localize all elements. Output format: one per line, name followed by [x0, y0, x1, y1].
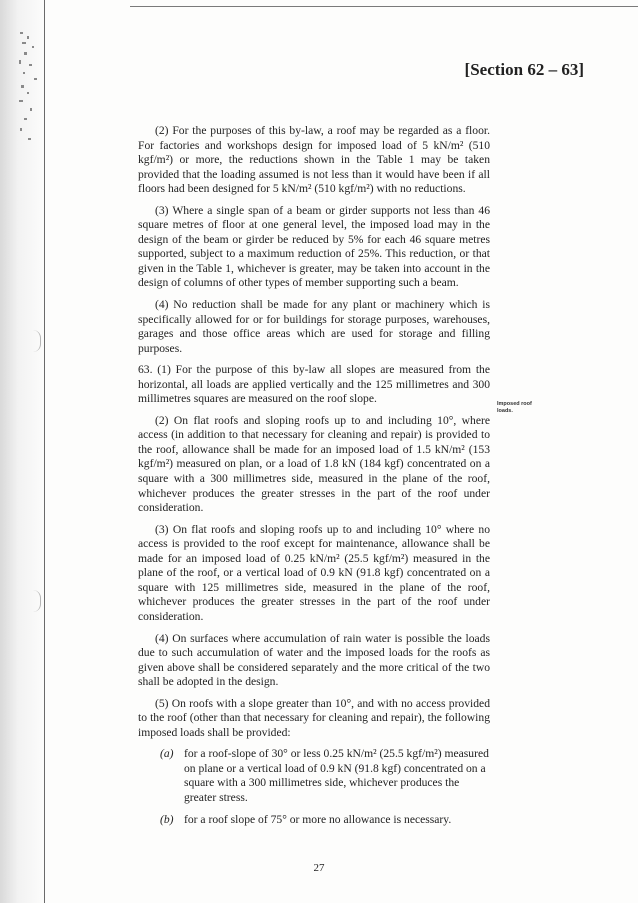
paragraph-63-1: 63. (1) For the purpose of this by-law all slopes are measured from the horizontal, all loads are applied vertically and the 125 millimetres and 300 millimetres squares are measured on the roof slope.: [138, 363, 490, 406]
margin-note: Imposed roof loads.: [497, 401, 532, 414]
page-number: 27: [313, 862, 325, 874]
paragraph-63-3: (3) On flat roofs and sloping roofs up to and including 10° where no access is provided to the roof except for maintenance, allowance shall be made for an imposed load of 0.25 kN/m² (25.5 kgf/m²) measured in the plane of the roof, or a vertical load of 0.9 kN (91.8 kgf) concentrated on a square with 125 millimetres side, measured in the plane of the roof, whichever produces the greater stresses in the part of the roof under consideration.: [138, 522, 490, 623]
paragraph-63-2: (2) On flat roofs and sloping roofs up to and including 10°, where access (in addition to that necessary for cleaning and repair) is provided to the roof, allowance shall be made for an imposed load of 1.5 kN/m² (153 kgf/m²) measured on plan, or a load of 1.8 kN (184 kgf) concentrated on a square with a 300 millimetres side, measured in the plane of the roof, whichever produces the greater stresses in the part of the roof under consideration.: [138, 413, 490, 515]
sub-item-b: [160, 813, 490, 828]
section-header: [Section 62 – 63]: [464, 60, 584, 79]
paragraph-63-4: (4) On surfaces where accumulation of rain water is possible the loads due to such accumulation of water and the imposed loads for the roofs as given above shall be considered separately and the more critical of the two shall be adopted in the design.: [138, 631, 490, 689]
paragraph-62-2: (2) For the purposes of this by-law, a roof may be regarded as a floor. For factories and workshops design for imposed load of 5 kN/m² (510 kgf/m²) or more, the reductions shown in the Table 1 may be taken provided that the loading assumed is not less than it would have been if all floors had been designed for 5 kN/m² (510 kgf/m²) with no reductions.: [138, 124, 490, 196]
sub-item-text: for a roof-slope of 30° or less 0.25 kN/m² (25.5 kgf/m²) measured on plane or a vertical load of 0.9 kN (91.8 kgf) concentrated on a square with a 300 millimetres side, whichever produces the greater stress.: [184, 747, 489, 804]
sub-item-text: for a roof slope of 75° or more no allowance is necessary.: [184, 812, 452, 826]
sub-item-marker: (a): [160, 747, 174, 761]
paragraph-63-5: (5) On roofs with a slope greater than 10°, and with no access provided to the roof (other than that necessary for cleaning and repair), the following imposed loads shall be provided:: [138, 696, 490, 739]
sub-item-marker: (b): [160, 812, 174, 826]
sub-item-a: [160, 747, 490, 805]
left-margin-mark: [26, 330, 41, 352]
body-text: [138, 124, 490, 834]
top-rule: [130, 6, 638, 7]
paragraph-62-4: (4) No reduction shall be made for any plant or machinery which is specifically allowed for or for buildings for storage purposes, warehouses, garages and those office areas which are used for storage and filling purposes.: [138, 298, 490, 355]
paragraph-62-3: (3) Where a single span of a beam or girder supports not less than 46 square metres of floor at one general level, the imposed load may in the design of the beam or girder be reduced by 5% for each 46 square metres supported, subject to a maximum reduction of 25%. This reduction, or that given in the Table 1, whichever is greater, may be taken into account in the design of columns of other types of member supporting such a beam.: [138, 203, 490, 290]
left-margin-mark: [26, 590, 41, 612]
scan-noise: [18, 30, 48, 150]
